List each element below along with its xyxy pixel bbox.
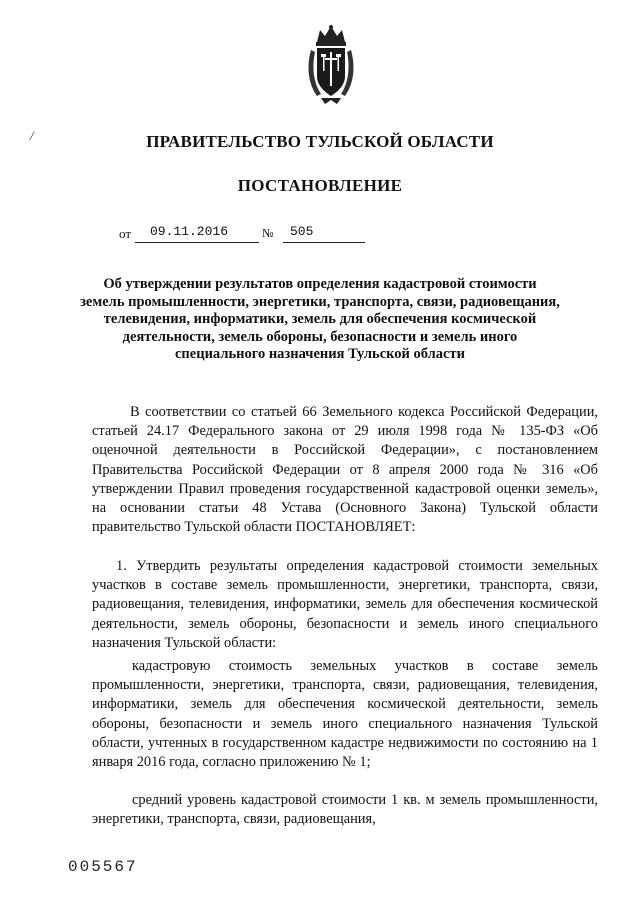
cadastral-value-paragraph: кадастровую стоимость земельных участков в составе земель промышленности, энергетики, транспорта, связи, радиовещания, телевидения, информатики, земель для обеспечения космической деятельности, земель обороны, безопасности и земель иного специального назначения Тульской области, учтенных в государственном кадастре недвижимости по состоянию на 1 января 2016 года, согласно приложению № 1;: [92, 658, 598, 771]
resolution-subject: Об утверждении результатов определения кадастровой стоимости земель промышленности, энергетики, транспорта, связи, радиовещания, телевидения, информатики, земель для обеспечения космической деятельности, земель обороны, безопасности и земель иного специального назначения Тульской области: [80, 276, 560, 363]
document-number: 505: [290, 224, 314, 239]
document-type-heading: ПОСТАНОВЛЕНИЕ: [237, 176, 403, 195]
preamble-paragraph: В соответствии со статьей 66 Земельного кодекса Российской Федерации, статьей 24.17 Федерального закона от 29 июля 1998 года № 135-ФЗ «Об оценочной деятельности в Российской Федерации», с постановлением Правительства Российской Федерации от 8 апреля 2000 года № 316 «Об утверждении Правил проведения государственной кадастровой оценки земель», на основании статьи 48 Устава (Основного Закона) Тульской области правительство Тульской области ПОСТАНОВЛЯЕТ:: [92, 404, 598, 536]
document-date: 09.11.2016: [150, 224, 229, 239]
page-serial-number: 005567: [68, 858, 138, 876]
date-underline: [135, 242, 259, 243]
average-level-paragraph: средний уровень кадастровой стоимости 1 кв. м земель промышленности, энергетики, транспорта, связи, радиовещания,: [92, 792, 598, 828]
clause-1-paragraph: 1. Утвердить результаты определения кадастровой стоимости земельных участков в составе земель промышленности, энергетики, транспорта, связи, радиовещания, телевидения, информатики, земель для обеспечения космической деятельности, земель обороны, безопасности и земель иного специального назначения Тульской области:: [92, 558, 598, 651]
number-prefix-label: №: [262, 226, 274, 240]
date-prefix-label: от: [119, 226, 132, 241]
number-underline: [283, 242, 365, 243]
tula-coat-of-arms-icon: [307, 24, 355, 106]
government-title: ПРАВИТЕЛЬСТВО ТУЛЬСКОЙ ОБЛАСТИ: [146, 132, 494, 151]
stray-handwritten-mark: /: [30, 128, 34, 143]
